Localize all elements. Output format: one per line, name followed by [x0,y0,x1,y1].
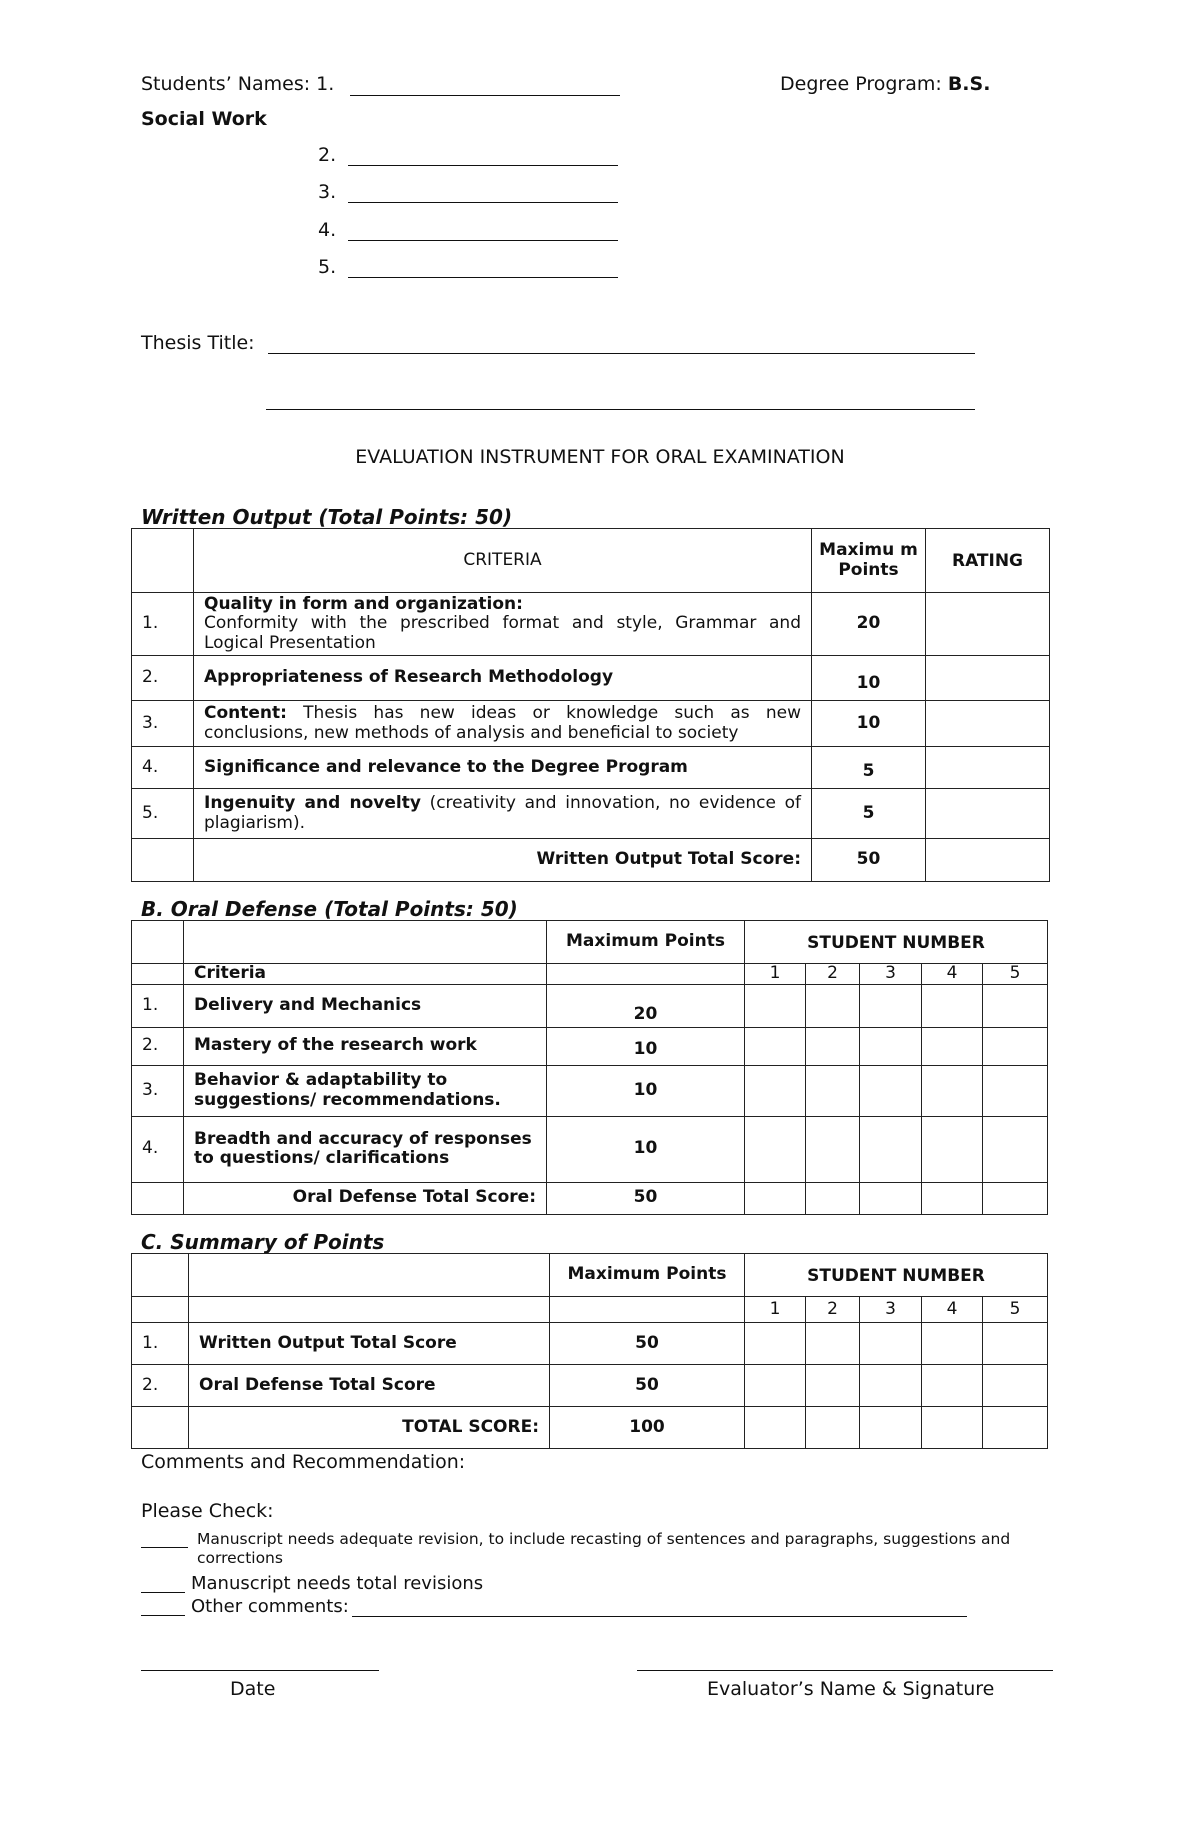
total-row [132,839,1050,882]
student-col-2: 2 [806,1297,860,1323]
total-row [132,1182,1048,1214]
table-header-row [132,1254,1048,1297]
score-cell[interactable] [922,1027,983,1065]
criteria-header: CRITERIA [194,529,812,593]
total-value: 50 [812,839,926,882]
score-cell[interactable] [806,1065,860,1116]
student-col-5: 5 [983,964,1048,985]
degree-program-value-cont: Social Work [141,108,267,130]
row-number: 3. [132,701,194,747]
check-blank-3[interactable] [141,1615,185,1616]
student-col-1: 1 [745,1297,806,1323]
max-points-value: 20 [812,593,926,656]
score-cell[interactable] [806,1407,860,1449]
score-cell[interactable] [922,1116,983,1182]
check-blank-1[interactable] [141,1547,188,1548]
student-number-header: STUDENT NUMBER [745,1254,1048,1297]
header-criteria-cell [189,1254,550,1297]
criterion-label: Breadth and accuracy of responses to questions/ clarifications [184,1116,547,1182]
rating-input-cell[interactable] [926,656,1050,701]
rating-header: RATING [926,529,1050,593]
score-cell[interactable] [983,1323,1048,1365]
criterion-description: Thesis has new ideas or knowledge such as new conclusions, new methods of analysis and beneficial to society [204,702,802,743]
student-col-4: 4 [922,1297,983,1323]
student-1-name-field[interactable] [350,95,620,96]
written-output-table [131,528,1050,882]
summary-label: Written Output Total Score [189,1323,550,1365]
table-row [132,593,1050,656]
score-cell[interactable] [983,1027,1048,1065]
score-cell[interactable] [806,1323,860,1365]
score-cell[interactable] [745,1323,806,1365]
students-names-label: Students’ Names: 1. [141,73,335,95]
student-number-5: 5. [318,256,337,278]
rating-input-cell[interactable] [926,789,1050,839]
table-row [132,1365,1048,1407]
evaluator-label: Evaluator’s Name & Signature [707,1678,995,1700]
check-blank-2[interactable] [141,1592,185,1593]
score-cell[interactable] [860,1407,922,1449]
header-num-cell [132,921,184,964]
student-col-3: 3 [860,1297,922,1323]
criterion-text [204,794,801,833]
student-col-2: 2 [806,964,860,985]
row-number: 1. [132,593,194,656]
rating-input-cell[interactable] [926,701,1050,747]
thesis-title-field[interactable] [268,353,975,354]
max-points-value: 5 [812,789,926,839]
criterion-label: Delivery and Mechanics [184,984,547,1027]
max-points-value: 5 [812,747,926,789]
max-points-value: 10 [812,701,926,747]
section-a-title: Written Output (Total Points: 50) [141,505,513,529]
section-c-title: C. Summary of Points [141,1230,385,1254]
score-cell[interactable] [983,1365,1048,1407]
criterion-cell [194,701,812,747]
thesis-title-label: Thesis Title: [141,332,255,354]
row-number: 2. [132,1027,184,1065]
score-cell[interactable] [745,1116,806,1182]
score-cell[interactable] [922,1407,983,1449]
header-criteria-cell [184,921,547,964]
subheader-num-cell [132,964,184,985]
subheader-num-cell [132,1297,189,1323]
criterion-title: Significance and relevance to the Degree Program [194,747,812,789]
row-number: 5. [132,789,194,839]
score-cell[interactable] [860,1182,922,1214]
student-col-1: 1 [745,964,806,985]
max-points-header: Maximum Points [547,921,745,964]
score-cell[interactable] [922,1065,983,1116]
max-points-value: 10 [812,656,926,701]
oral-defense-table [131,920,1048,1215]
student-2-name-field[interactable] [348,165,618,166]
score-cell[interactable] [860,1065,922,1116]
student-number-header: STUDENT NUMBER [745,921,1048,964]
row-number: 1. [132,984,184,1027]
page-title: EVALUATION INSTRUMENT FOR ORAL EXAMINATION [355,446,845,468]
table-subheader-row [132,964,1048,985]
row-number: 3. [132,1065,184,1116]
degree-program-label: Degree Program: [780,73,942,95]
criterion-cell [194,593,812,656]
student-number-4: 4. [318,219,337,241]
max-points-value: 50 [550,1365,745,1407]
score-cell[interactable] [745,1365,806,1407]
row-number: 1. [132,1323,189,1365]
student-col-3: 3 [860,964,922,985]
score-cell[interactable] [806,1365,860,1407]
degree-program [780,75,990,94]
student-number-3: 3. [318,181,337,203]
student-number-2: 2. [318,144,337,166]
max-points-value: 10 [547,1116,745,1182]
subheader-points-cell [547,964,745,985]
rating-input-cell[interactable] [926,747,1050,789]
score-cell[interactable] [922,1182,983,1214]
score-cell[interactable] [922,984,983,1027]
total-rating-cell[interactable] [926,839,1050,882]
rating-input-cell[interactable] [926,593,1050,656]
criterion-title: Ingenuity and novelty [204,792,421,813]
score-cell[interactable] [806,1182,860,1214]
score-cell[interactable] [983,1182,1048,1214]
subheader-label-cell [189,1297,550,1323]
student-col-4: 4 [922,964,983,985]
table-header-row [132,529,1050,593]
score-cell[interactable] [745,1182,806,1214]
option-1-text: Manuscript needs adequate revision, to include recasting of sentences and paragraphs, suggestions and corrections [197,1530,1011,1568]
score-cell[interactable] [745,1027,806,1065]
total-num-cell [132,1407,189,1449]
subheader-points-cell [550,1297,745,1323]
table-subheader-row [132,1297,1048,1323]
max-points-value: 20 [547,984,745,1027]
table-row [132,1065,1048,1116]
summary-label: Oral Defense Total Score [189,1365,550,1407]
option-3-text: Other comments: [191,1596,349,1617]
criterion-description: Conformity with the prescribed format and style, Grammar and Logical Presentation [204,613,801,653]
total-num-cell [132,1182,184,1214]
total-value: 100 [550,1407,745,1449]
section-b-title: B. Oral Defense (Total Points: 50) [141,897,518,921]
criterion-title: Appropriateness of Research Methodology [194,656,812,701]
score-cell[interactable] [860,1116,922,1182]
score-cell[interactable] [983,1065,1048,1116]
max-points-value: 50 [550,1323,745,1365]
score-cell[interactable] [922,1323,983,1365]
total-num-cell [132,839,194,882]
header-num-cell [132,529,194,593]
max-points-value: 10 [547,1065,745,1116]
score-cell[interactable] [983,1407,1048,1449]
criterion-text [204,704,801,743]
score-cell[interactable] [860,1027,922,1065]
summary-table [131,1253,1048,1449]
degree-program-value: B.S. [947,73,991,95]
score-cell[interactable] [745,1065,806,1116]
option-2-text: Manuscript needs total revisions [191,1573,484,1594]
max-points-header: Maximu m Points [812,529,926,593]
score-cell[interactable] [806,1027,860,1065]
criterion-title: Quality in form and organization: [204,593,523,614]
table-row [132,701,1050,747]
total-row [132,1407,1048,1449]
score-cell[interactable] [983,984,1048,1027]
total-label: TOTAL SCORE: [189,1407,550,1449]
criteria-header: Criteria [184,964,547,985]
table-row [132,656,1050,701]
criterion-cell [194,789,812,839]
row-number: 4. [132,747,194,789]
total-value: 50 [547,1182,745,1214]
date-label: Date [230,1678,276,1700]
table-row [132,747,1050,789]
student-col-5: 5 [983,1297,1048,1323]
thesis-title-field-line-2[interactable] [266,409,975,410]
student-5-name-field[interactable] [348,277,618,278]
criterion-title: Content: [204,702,287,723]
score-cell[interactable] [860,1323,922,1365]
max-points-header: Maximum Points [550,1254,745,1297]
score-cell[interactable] [806,1116,860,1182]
table-header-row [132,921,1048,964]
please-check-label: Please Check: [141,1500,274,1522]
total-label: Written Output Total Score: [194,839,812,882]
criterion-description: (creativity and innovation, no evidence of plagiarism). [204,792,802,833]
max-points-value: 10 [547,1027,745,1065]
row-number: 4. [132,1116,184,1182]
score-cell[interactable] [922,1365,983,1407]
score-cell[interactable] [860,984,922,1027]
criterion-label: Mastery of the research work [184,1027,547,1065]
score-cell[interactable] [745,984,806,1027]
signature-line[interactable] [637,1670,1053,1671]
other-comments-field[interactable] [352,1616,967,1617]
table-row [132,1323,1048,1365]
table-row [132,1116,1048,1182]
score-cell[interactable] [745,1407,806,1449]
date-line[interactable] [141,1670,379,1671]
table-row [132,984,1048,1027]
student-4-name-field[interactable] [348,240,618,241]
score-cell[interactable] [860,1365,922,1407]
comments-label: Comments and Recommendation: [141,1451,466,1473]
student-3-name-field[interactable] [348,202,618,203]
row-number: 2. [132,656,194,701]
criterion-label: Behavior & adaptability to suggestions/ recommendations. [184,1065,547,1116]
score-cell[interactable] [983,1116,1048,1182]
total-label: Oral Defense Total Score: [184,1182,547,1214]
header-num-cell [132,1254,189,1297]
table-row [132,789,1050,839]
score-cell[interactable] [806,984,860,1027]
table-row [132,1027,1048,1065]
row-number: 2. [132,1365,189,1407]
